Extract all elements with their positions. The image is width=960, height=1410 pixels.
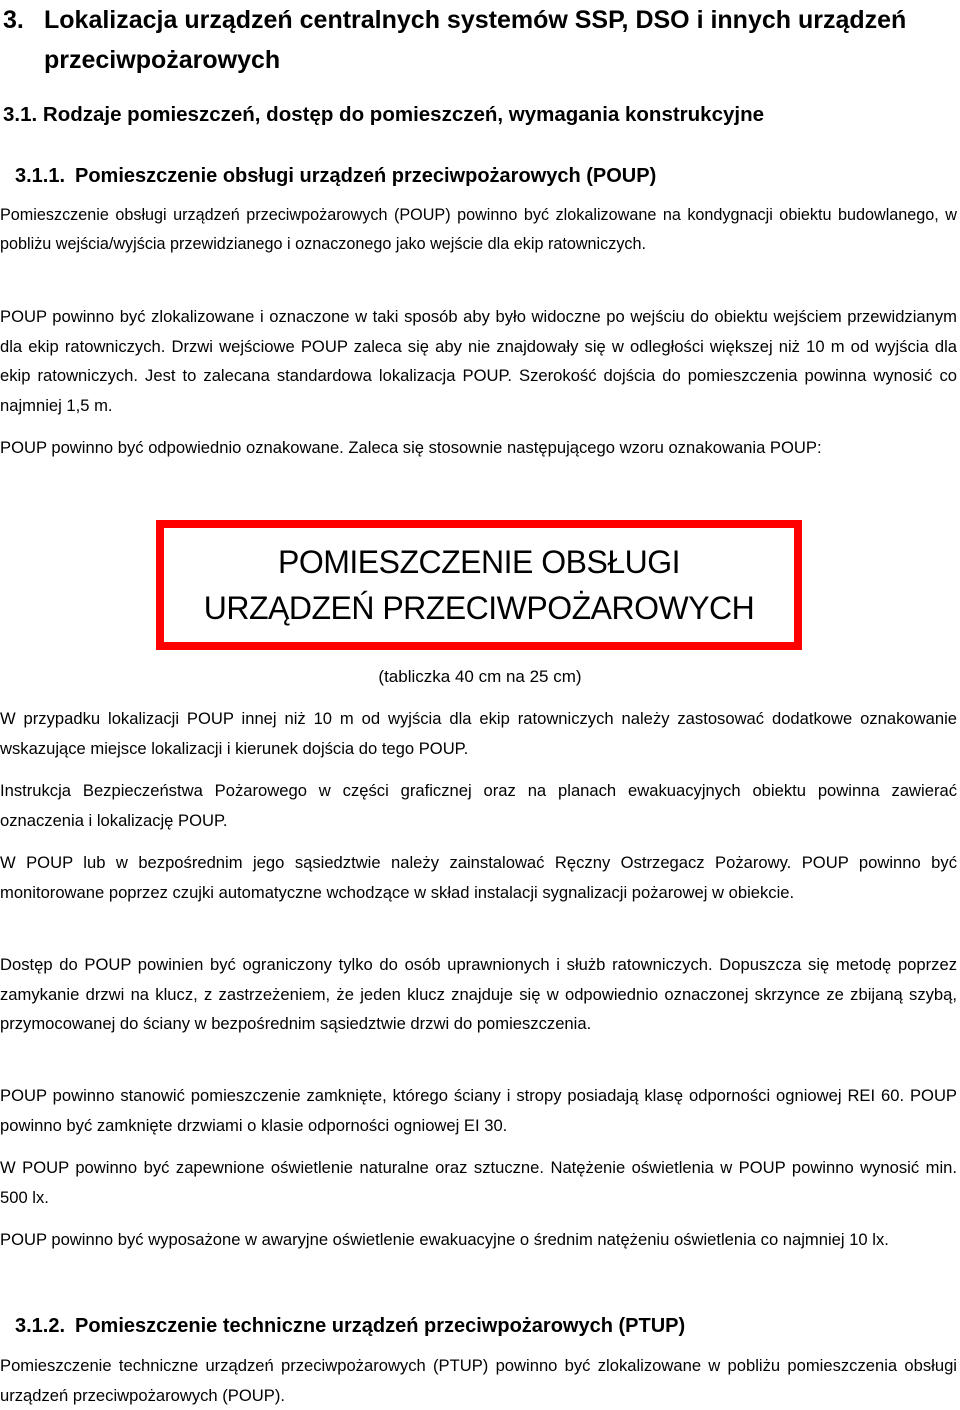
subsubsection-heading-311 [15,160,656,192]
section-heading [3,0,953,80]
paragraph-9: W POUP powinno być zapewnione oświetlenie naturalne oraz sztuczne. Natężenie oświetlenia w POUP powinno wynosić min. 500 lx. [0,1158,957,1207]
paragraph-10: POUP powinno być wyposażone w awaryjne oświetlenie ewakuacyjne o średnim natężeniu oświetlenia co najmniej 10 lx. [0,1230,889,1249]
paragraph-3: POUP powinno być odpowiednio oznakowane. Zaleca się stosownie następującego wzoru oznakowania POUP: [0,438,822,457]
paragraph-8: POUP powinno stanowić pomieszczenie zamknięte, którego ściany i stropy posiadają klasę odporności ogniowej REI 60. POUP powinno być zamknięte drzwiami o klasie odporności ogniowej EI 30. [0,1086,957,1135]
subsubsection-title-311: Pomieszczenie obsługi urządzeń przeciwpożarowych (POUP) [75,165,657,187]
subsubsection-heading-312 [15,1310,685,1342]
sign-caption: (tabliczka 40 cm na 25 cm) [378,667,582,686]
paragraph-5: Instrukcja Bezpieczeństwa Pożarowego w części graficznej oraz na planach ewakuacyjnych obiektu powinna zawierać oznaczenia i lokalizację POUP. [0,781,957,830]
paragraph-2: POUP powinno być zlokalizowane i oznaczone w taki sposób aby było widoczne po wejściu do obiektu wejściem przewidzianym dla ekip ratowniczych. Drzwi wejściowe POUP zaleca się aby nie znajdowały się w odległości większej niż 10 m od wyjścia dla ekip ratowniczych. Jest to zalecana standardowa lokalizacja POUP. Szerokość dojścia do pomieszczenia powinna wynosić co najmniej 1,5 m. [0,307,957,415]
subsection-heading: 3.1. Rodzaje pomieszczeń, dostęp do pomieszczeń, wymagania konstrukcyjne [3,103,764,126]
paragraph-7: Dostęp do POUP powinien być ograniczony tylko do osób uprawnionych i służb ratowniczych. Dopuszcza się metodę poprzez zamykanie drzwi na klucz, z zastrzeżeniem, że jeden klucz znajduje się w odpowiednio oznaczonej skrzynce ze zbijaną szybą, przymocowanej do ściany w bezpośrednim sąsiedztwie drzwi do pomieszczenia. [0,955,957,1033]
sign-line-2: URZĄDZEŃ PRZECIWPOŻAROWYCH [203,590,755,626]
subsubsection-title-312: Pomieszczenie techniczne urządzeń przeciwpożarowych (PTUP) [75,1315,686,1337]
paragraph-11: Pomieszczenie techniczne urządzeń przeciwpożarowych (PTUP) powinno być zlokalizowane w pobliżu pomieszczenia obsługi urządzeń przeciwpożarowych (POUP). [0,1356,957,1405]
paragraph-6: W POUP lub w bezpośrednim jego sąsiedztwie należy zainstalować Ręczny Ostrzegacz Pożarowy. POUP powinno być monitorowane poprzez czujki automatyczne wchodzące w skład instalacji sygnalizacji pożarowej w obiekcie. [0,853,957,902]
section-number: 3. [3,6,24,34]
section-title: Lokalizacja urządzeń centralnych systemów SSP, DSO i innych urządzeń przeciwpożarowych [44,6,907,74]
poup-sign [156,520,802,650]
subsubsection-number-311: 3.1.1. [15,165,66,187]
paragraph-4: W przypadku lokalizacji POUP innej niż 10 m od wyjścia dla ekip ratowniczych należy zastosować dodatkowe oznakowanie wskazujące miejsce lokalizacji i kierunek dojścia do tego POUP. [0,709,957,758]
subsubsection-number-312: 3.1.2. [15,1315,66,1337]
sign-line-1: POMIESZCZENIE OBSŁUGI [277,544,680,580]
paragraph-1: Pomieszczenie obsługi urządzeń przeciwpożarowych (POUP) powinno być zlokalizowane na kondygnacji obiektu budowlanego, w pobliżu wejścia/wyjścia przewidzianego i oznaczonego jako wejście dla ekip ratowniczych. [0,206,957,253]
